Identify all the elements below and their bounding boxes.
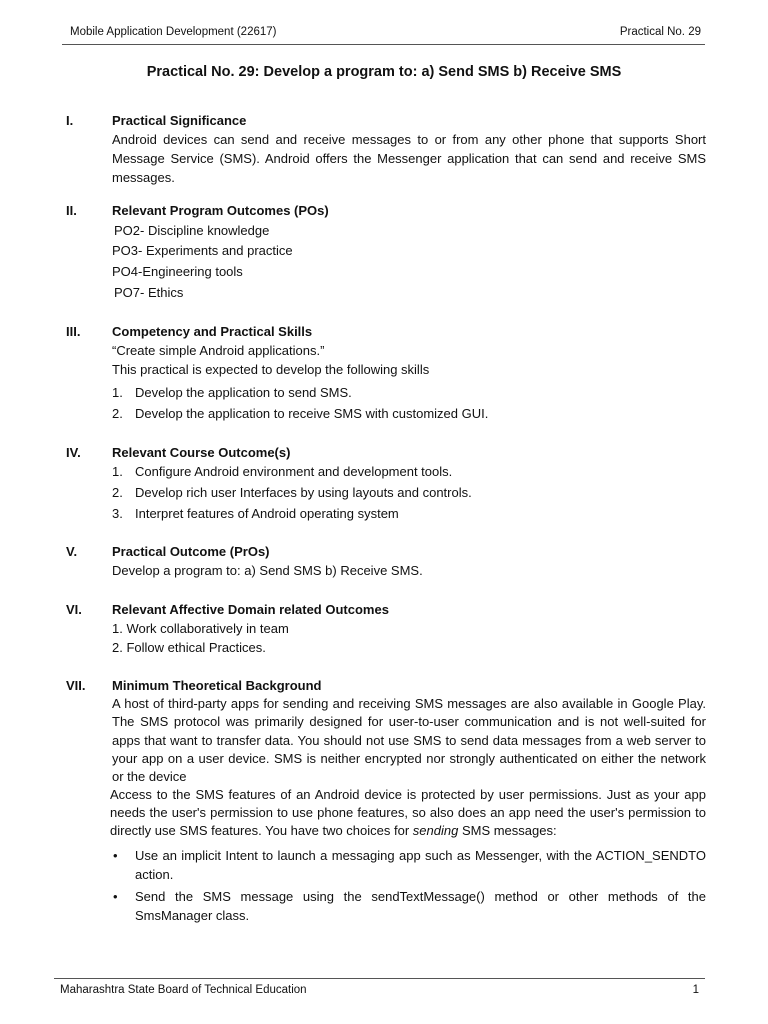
list-item-text: Interpret features of Android operating system [135, 506, 399, 521]
list-item [112, 383, 706, 402]
section-number: VII. [66, 678, 86, 693]
list-item: PO3- Experiments and practice [112, 243, 293, 258]
page-header [62, 24, 705, 45]
page-footer [54, 978, 705, 1001]
section-quote: “Create simple Android applications.” [112, 343, 325, 358]
bullet-icon: • [113, 848, 118, 864]
section-heading: Competency and Practical Skills [112, 324, 313, 339]
section-theoretical-background [66, 676, 706, 925]
section-course-outcomes [66, 443, 706, 523]
list-item: 1. Work collaboratively in team [112, 621, 289, 636]
bullet-text: Use an implicit Intent to launch a messaging app such as Messenger, with the ACTION_SENDTO action. [135, 848, 706, 883]
footer-board-name: Maharashtra State Board of Technical Education [60, 984, 307, 996]
paragraph-text: Access to the SMS features of an Android device is protected by user permissions. Just as your app needs the user's permission to use phone features, so also does an app need the user's permission to directly use SMS features. You have two choices for [110, 787, 706, 839]
section-paragraph-permissions [110, 786, 706, 840]
section-heading: Practical Significance [112, 113, 247, 128]
section-affective-outcomes [66, 600, 706, 657]
bullet-text: Send the SMS message using the sendTextMessage() method or other methods of the SmsManager class. [135, 889, 706, 924]
section-number: III. [66, 324, 81, 339]
section-number: VI. [66, 602, 82, 617]
list-item-text: Develop rich user Interfaces by using layouts and controls. [135, 485, 472, 500]
section-paragraph: A host of third-party apps for sending and receiving SMS messages are also available in Google Play. The SMS protocol was primarily designed for user-to-user communication and is not well-suited for apps that want to transfer data. You should not use SMS to send data messages from a web server to your app on a user device. SMS is neither encrypted nor strongly authenticated on either the network or the device [112, 696, 706, 785]
list-item [112, 404, 706, 423]
section-paragraph: Develop a program to: a) Send SMS b) Receive SMS. [112, 563, 423, 578]
section-number: V. [66, 544, 78, 559]
list-item: PO2- Discipline knowledge [114, 223, 270, 238]
section-heading: Practical Outcome (PrOs) [112, 544, 270, 559]
list-item: PO7- Ethics [114, 285, 184, 300]
section-intro: This practical is expected to develop the following skills [112, 362, 430, 377]
section-number: IV. [66, 445, 81, 460]
section-heading: Relevant Course Outcome(s) [112, 445, 291, 460]
section-paragraph: Android devices can send and receive messages to or from any other phone that supports Short Message Service (SMS). Android offers the Messenger application that can send and receive SMS messages. [112, 132, 706, 185]
header-practical-number: Practical No. 29 [619, 26, 701, 38]
section-heading: Relevant Affective Domain related Outcomes [112, 602, 389, 617]
header-course-title: Mobile Application Development (22617) [70, 26, 277, 38]
section-practical-outcome [66, 542, 706, 580]
list-item-number: 3. [112, 506, 123, 521]
section-number: II. [66, 203, 77, 218]
section-heading: Relevant Program Outcomes (POs) [112, 203, 329, 218]
list-item-number: 1. [112, 464, 123, 479]
list-item [112, 462, 706, 481]
section-practical-significance [66, 111, 706, 187]
list-item-number: 2. [112, 406, 123, 421]
list-item-text: Develop the application to receive SMS with customized GUI. [135, 406, 489, 421]
paragraph-text: SMS messages: [458, 823, 557, 839]
page-title: Practical No. 29: Develop a program to: a) Send SMS b) Receive SMS [146, 64, 622, 80]
list-item [112, 483, 706, 502]
emphasis-text: sending [412, 823, 459, 839]
list-item-number: 1. [112, 385, 123, 400]
section-competency-skills [66, 322, 706, 423]
section-heading: Minimum Theoretical Background [112, 678, 322, 693]
section-number: I. [66, 113, 74, 128]
list-item: 2. Follow ethical Practices. [112, 640, 266, 655]
list-item-text: Configure Android environment and development tools. [135, 464, 453, 479]
list-item [112, 504, 706, 523]
footer-page-number: 1 [692, 984, 699, 996]
bullet-item [112, 887, 706, 925]
list-item-text: Develop the application to send SMS. [135, 385, 352, 400]
bullet-icon: • [113, 889, 118, 905]
section-program-outcomes [66, 201, 706, 303]
list-item: PO4-Engineering tools [112, 264, 243, 279]
bullet-item [112, 846, 706, 884]
list-item-number: 2. [112, 485, 123, 500]
